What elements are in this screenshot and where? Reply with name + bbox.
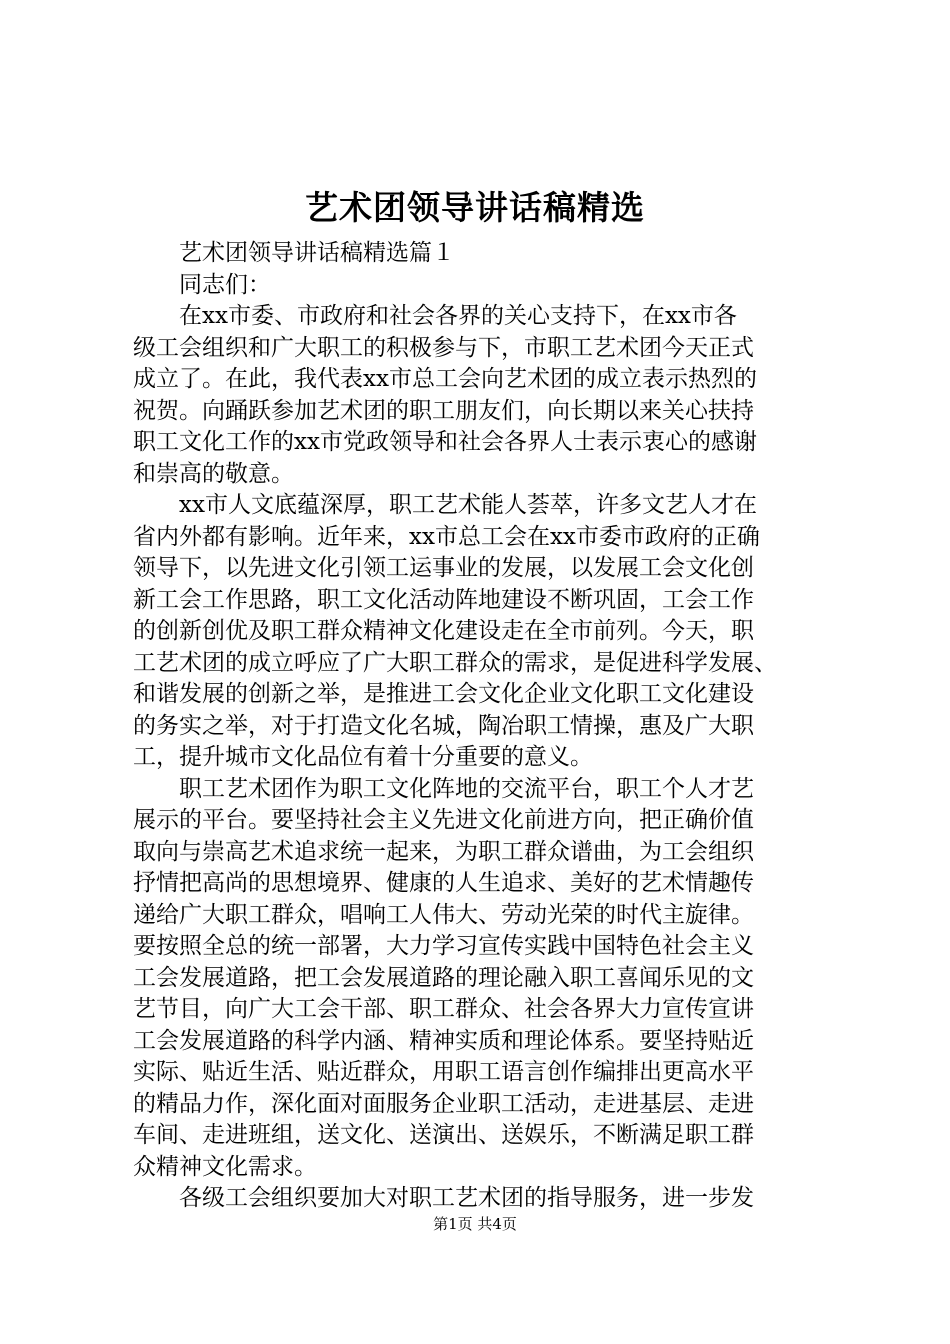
text-line: 省内外都有影响。近年来，xx市总工会在xx市委市政府的正确 (133, 523, 760, 550)
text-line: 领导下，以先进文化引领工运事业的发展，以发展工会文化创 (133, 555, 754, 581)
text-line: 祝贺。向踊跃参加艺术团的职工朋友们，向长期以来关心扶持 (133, 397, 754, 424)
text-line: 和崇高的敬意。 (133, 460, 294, 487)
text-line: 的精品力作，深化面对面服务企业职工活动，走进基层、走进 (133, 1090, 754, 1117)
text-line: 成立了。在此，我代表xx市总工会向艺术团的成立表示热烈的 (133, 366, 757, 392)
text-line: 和谐发展的创新之举，是推进工会文化企业文化职工文化建设 (133, 681, 754, 707)
text-line: 在xx市委、市政府和社会各界的关心支持下，在xx市各 (179, 303, 737, 329)
paragraph-4 (133, 1183, 823, 1215)
text-line: 的创新创优及职工群众精神文化建设走在全市前列。今天，职 (133, 618, 754, 644)
text-line: 众精神文化需求。 (133, 1153, 317, 1180)
section-heading: 艺术团领导讲话稿精选篇１ (179, 240, 455, 266)
text-line: 新工会工作思路，职工文化活动阵地建设不断巩固，工会工作 (133, 586, 754, 613)
text-line: 各级工会组织要加大对职工艺术团的指导服务，进一步发 (179, 1185, 754, 1211)
text-line: 工会发展道路的科学内涵、精神实质和理论体系。要坚持贴近 (133, 1027, 754, 1054)
text-line: 实际、贴近生活、贴近群众，用职工语言创作编排出更高水平 (133, 1059, 754, 1085)
text-line: 展示的平台。要坚持社会主义先进文化前进方向，把正确价值 (133, 807, 754, 833)
salutation: 同志们： (179, 271, 271, 298)
text-line: 艺节目，向广大工会干部、职工群众、社会各界大力宣传宣讲 (133, 996, 754, 1022)
text-line: 取向与崇高艺术追求统一起来，为职工群众谱曲，为工会组织 (133, 838, 754, 865)
paragraph-1 (133, 301, 823, 490)
text-line: xx市人文底蕴深厚，职工艺术能人荟萃，许多文艺人才在 (179, 492, 757, 518)
text-line: 要按照全总的统一部署，大力学习宣传实践中国特色社会主义 (133, 933, 754, 959)
text-line: 工艺术团的成立呼应了广大职工群众的需求，是促进科学发展、 (133, 649, 777, 676)
document-body (133, 238, 823, 1215)
page-footer: 第1页 共4页 (433, 1215, 517, 1233)
paragraph-2 (133, 490, 823, 774)
text-line: 职工艺术团作为职工文化阵地的交流平台，职工个人才艺 (179, 775, 754, 802)
text-line: 递给广大职工群众，唱响工人伟大、劳动光荣的时代主旋律。 (133, 901, 754, 928)
text-line: 抒情把高尚的思想境界、健康的人生追求、美好的艺术情趣传 (133, 870, 754, 896)
paragraph-3 (133, 774, 823, 1184)
text-line: 工会发展道路，把工会发展道路的理论融入职工喜闻乐见的文 (133, 964, 754, 991)
text-line: 工，提升城市文化品位有着十分重要的意义。 (133, 744, 593, 770)
text-line: 车间、走进班组，送文化、送演出、送娱乐，不断满足职工群 (133, 1122, 754, 1148)
text-line: 的务实之举，对于打造文化名城，陶冶职工情操，惠及广大职 (133, 712, 754, 739)
text-line: 级工会组织和广大职工的积极参与下，市职工艺术团今天正式 (133, 334, 754, 361)
text-line: 职工文化工作的xx市党政领导和社会各界人士表示衷心的感谢 (133, 429, 757, 455)
document-title: 艺术团领导讲话稿精选 (305, 188, 645, 227)
